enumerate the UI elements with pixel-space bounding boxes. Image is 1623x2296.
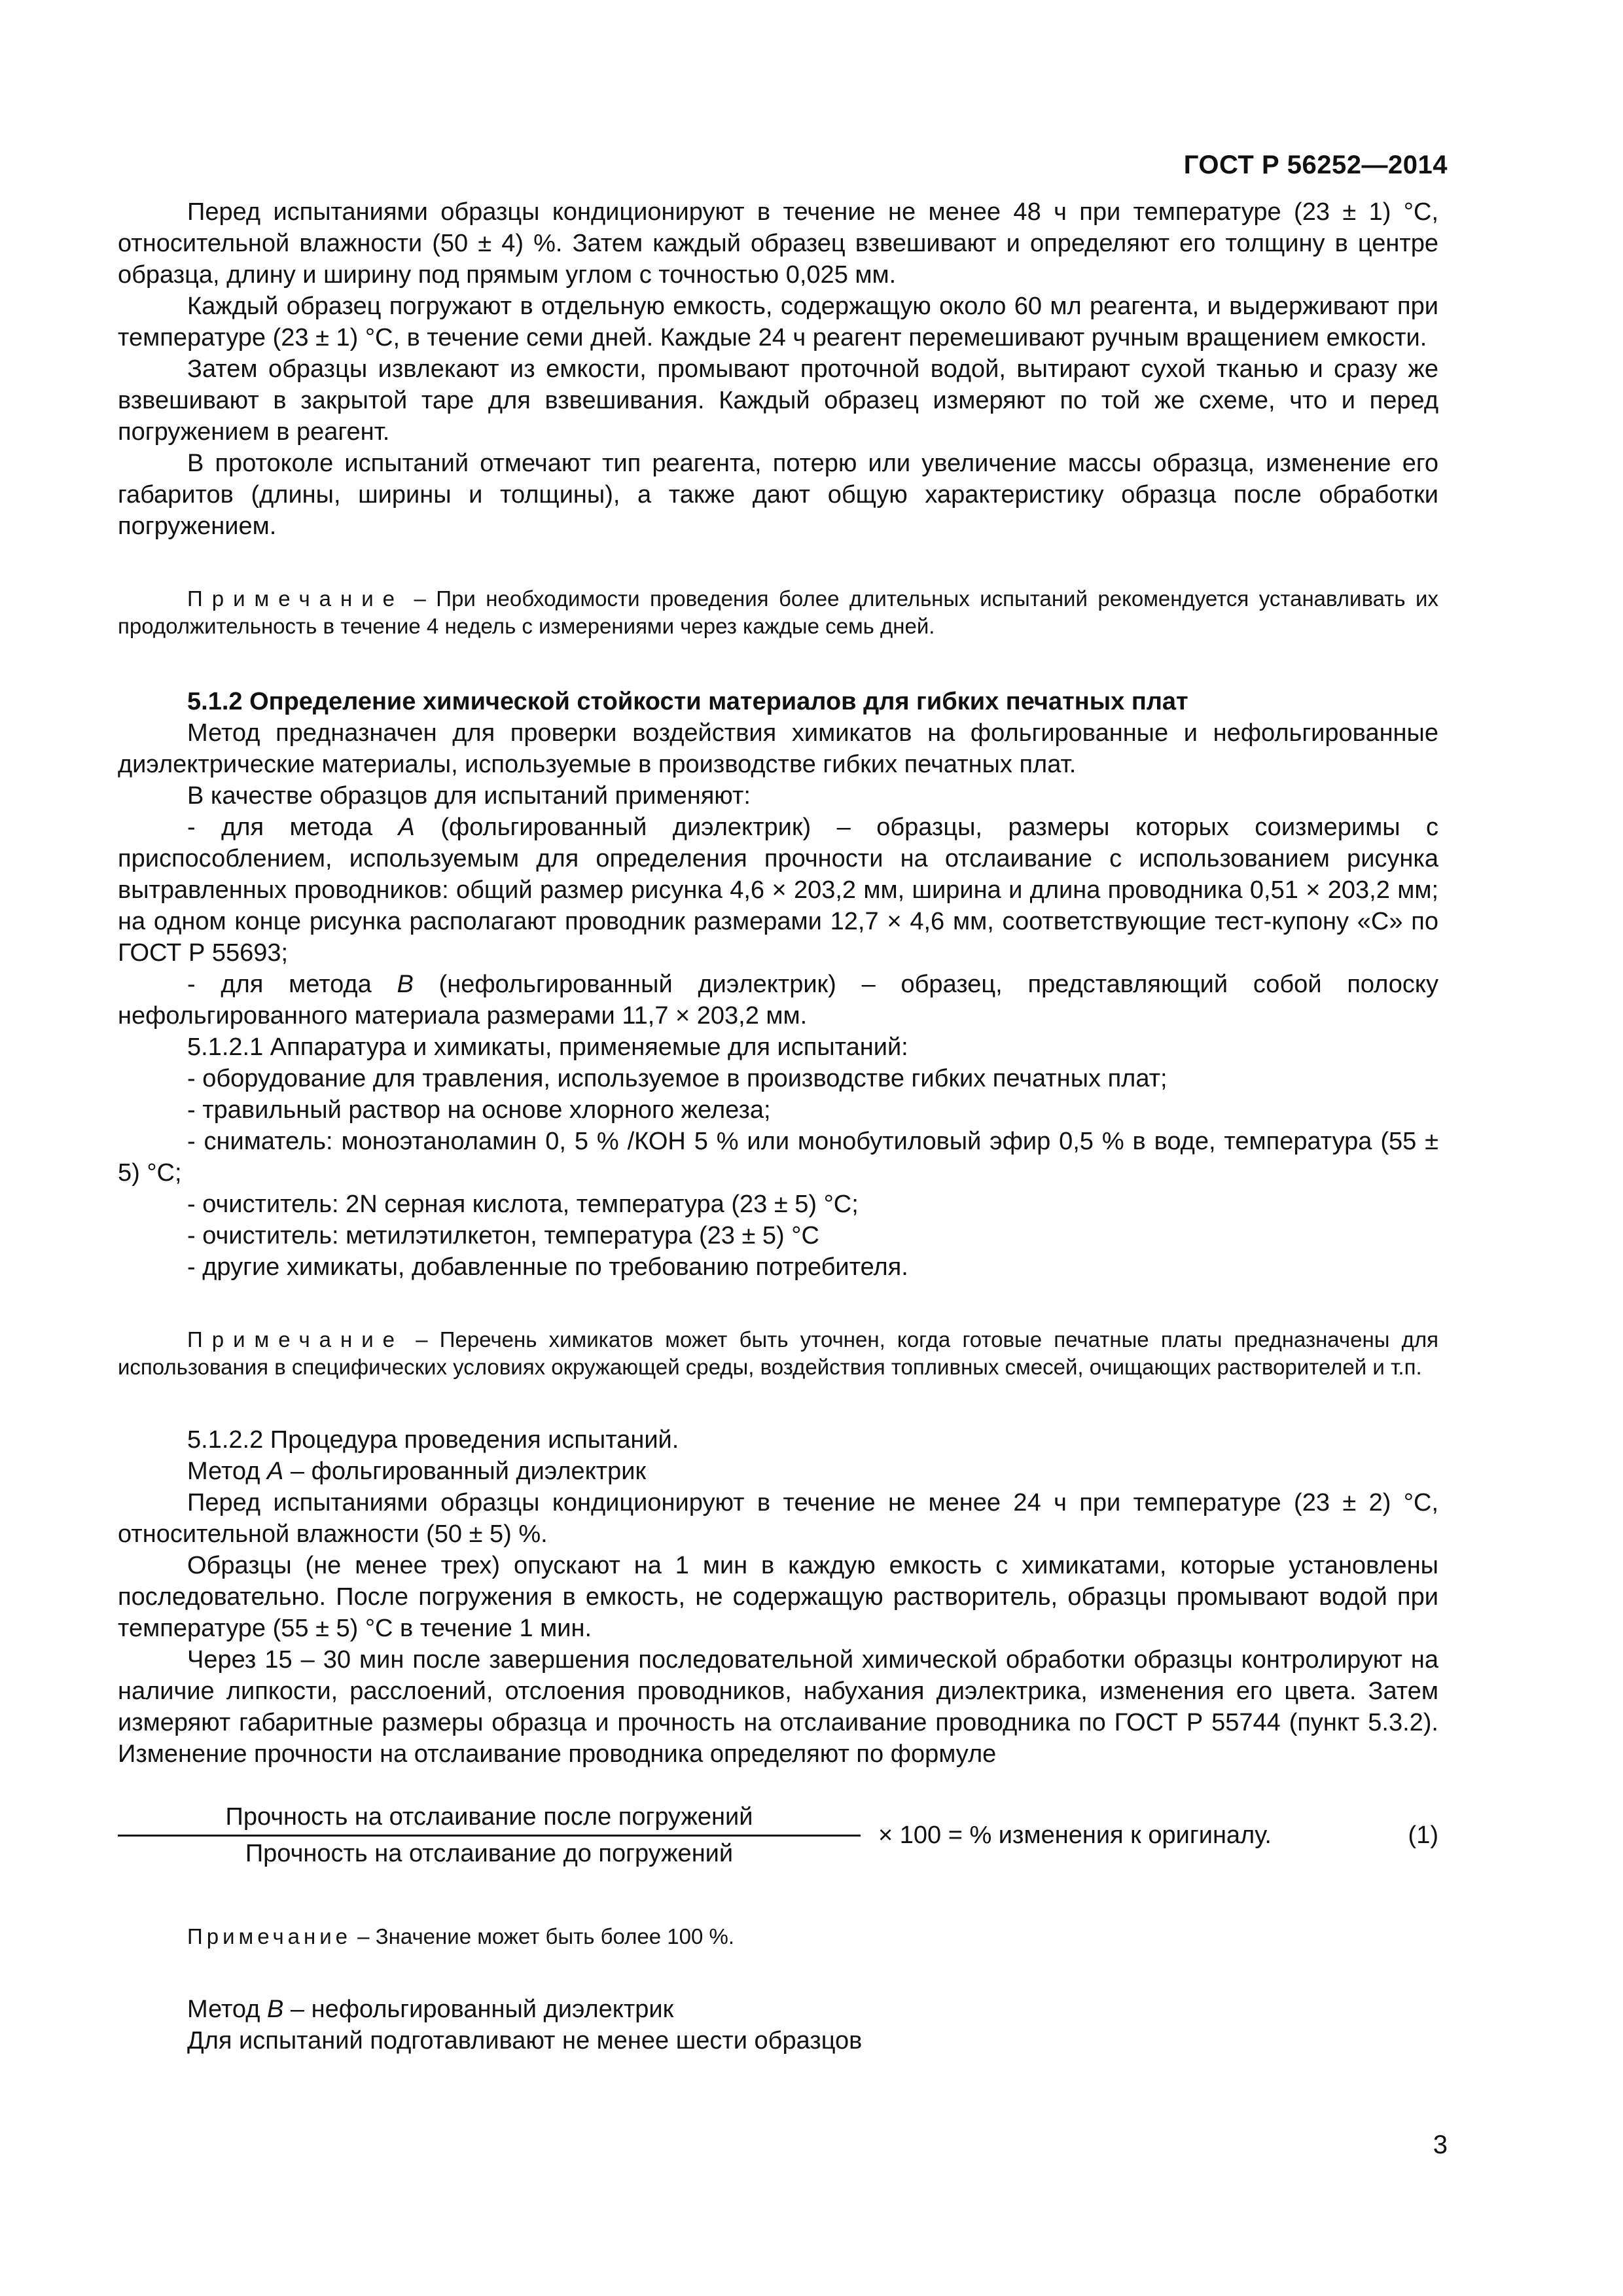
method-suffix: – фольгированный диэлектрик [283,1458,647,1485]
page-number: 3 [1433,2130,1448,2159]
note-text: – При необходимости проведения более длительных испытаний рекомендуется устанавливать их продолжительность в течение 4 недель с измерениями через каждые семь дней. [118,586,1438,638]
list-item-text: (фольгированный диэлектрик) – образцы, размеры которых соизмеримы с приспособлением, используемым для определения прочности на отслаивание с использованием рисунка вытравленных проводников: общий размер рисунка 4,6 × 203,2 мм, ширина и длина проводника 0,51 × 203,2 мм; на одном конце рисунка располагают проводник размерами 12,7 × 4,6 мм, соответствующие тест-купону «С» по ГОСТ Р 55693; [118,814,1438,967]
method-prefix: Метод [187,1458,267,1485]
list-item: - травильный раствор на основе хлорного железа; [187,1096,771,1124]
method-letter: А [266,1458,284,1485]
list-item-method-b [118,969,1438,1031]
note-text: – Перечень химикатов может быть уточнен, когда готовые печатные платы предназначены для использования в специфических условиях окружающей среды, воздействия топливных смесей, очищающих растворителей и т.п. [118,1327,1438,1379]
note-label: Примечание [187,1924,352,1948]
method-prefix: Метод [187,1996,267,2023]
list-item: - очиститель: метилэтилкетон, температура (23 ± 5) °С [187,1222,819,1249]
paragraph-samples-intro: В качестве образцов для испытаний применяют: [187,782,751,810]
spacer [118,1770,1438,1801]
paragraph-method-a-inspection: Через 15 – 30 мин после завершения последовательной химической обработки образцы контролируют на наличие липкости, расслоений, отслоения проводников, набухания диэлектрика, изменения его цвета. Затем измеряют габаритные размеры образца и прочность на отслаивание проводника по ГОСТ Р 55744 (пункт 5.3.2). Изменение прочности на отслаивание проводника определяют по формуле [118,1646,1438,1768]
list-item: - оборудование для травления, используемое в производстве гибких печатных плат; [187,1065,1168,1092]
spacer [118,542,1438,585]
subsection-title-5-1-2-1: 5.1.2.1 Аппаратура и химикаты, применяемые для испытаний: [187,1033,908,1061]
spacer [118,1950,1438,1994]
spacer [118,1880,1438,1923]
formula-number: (1) [1408,1821,1438,1849]
paragraph-method-a-immersion: Образцы (не менее трех) опускают на 1 мин в каждую емкость с химикатами, которые установлены последовательно. После погружения в емкость, не содержащую растворитель, образцы промывают водой при температуре (55 ± 5) °С в течение 1 мин. [118,1552,1438,1642]
list-item-method-a [118,812,1438,969]
document-body [118,196,1438,2056]
list-item-text: (нефольгированный диэлектрик) – образец, представляющий собой полоску нефольгированного материала размерами 11,7 × 203,2 мм. [118,971,1438,1030]
formula-denominator: Прочность на отслаивание до погружений [245,1840,734,1867]
document-header: ГОСТ Р 56252—2014 [1183,151,1448,179]
list-item-prefix: - для метода [187,971,397,998]
list-item-prefix: - для метода [187,814,399,841]
method-a-title [118,1456,1438,1487]
paragraph-conditioning: Перед испытаниями образцы кондиционируют в течение не менее 48 ч при температуре (23 ± 1) °С, относительной влажности (50 ± 4) %. Затем каждый образец взвешивают и определяют его толщину в центре образца, длину и ширину под прямым углом с точностью 0,025 мм. [118,198,1438,289]
method-letter: В [266,1996,284,2023]
paragraph-protocol: В протоколе испытаний отмечают тип реагента, потерю или увеличение массы образца, изменение его габаритов (длины, ширины и толщины), а также дают общую характеристику образца после обработки погружением. [118,450,1438,540]
spacer [118,1283,1438,1326]
list-item: - сниматель: моноэтаноламин 0, 5 % /КОН 5 % или монобутиловый эфир 0,5 % в воде, температура (55 ± 5) °С; [118,1128,1438,1187]
note-label: Примечание [187,586,404,611]
note-value [118,1923,1438,1950]
note-chemicals [118,1326,1438,1381]
note-text: – Значение может быть более 100 %. [351,1924,734,1948]
formula-1 [118,1801,1438,1880]
method-letter: В [397,971,414,998]
method-suffix: – нефольгированный диэлектрик [283,1996,674,2023]
fraction-line [118,1835,861,1837]
note-duration [118,585,1438,640]
method-letter: А [398,814,415,841]
section-heading-5-1-2: 5.1.2 Определение химической стойкости материалов для гибких печатных плат [187,688,1188,715]
paragraph-method-purpose: Метод предназначен для проверки воздействия химикатов на фольгированные и нефольгированные диэлектрические материалы, используемые в производстве гибких печатных плат. [118,719,1438,778]
paragraph-extraction: Затем образцы извлекают из емкости, промывают проточной водой, вытирают сухой тканью и сразу же взвешивают в закрытой таре для взвешивания. Каждый образец измеряют по той же схеме, что и перед погружением в реагент. [118,355,1438,446]
formula-right-side: × 100 = % изменения к оригиналу. [878,1821,1272,1849]
paragraph-method-b-samples: Для испытаний подготавливают не менее шести образцов [187,2027,863,2054]
paragraph-method-a-conditioning: Перед испытаниями образцы кондиционируют в течение не менее 24 ч при температуре (23 ± 2) °С, относительной влажности (50 ± 5) %. [118,1489,1438,1548]
formula-numerator: Прочность на отслаивание после погружений [225,1803,753,1831]
paragraph-immersion: Каждый образец погружают в отдельную емкость, содержащую около 60 мл реагента, и выдерживают при температуре (23 ± 1) °С, в течение семи дней. Каждые 24 ч реагент перемешивают ручным вращением емкости. [118,293,1438,351]
spacer [118,640,1438,686]
note-label: Примечание [187,1327,404,1352]
list-item: - очиститель: 2N серная кислота, температура (23 ± 5) °С; [187,1191,859,1218]
method-b-title [118,1994,1438,2025]
subsection-title-5-1-2-2: 5.1.2.2 Процедура проведения испытаний. [187,1426,679,1454]
spacer [118,1381,1438,1424]
list-item: - другие химикаты, добавленные по требованию потребителя. [187,1253,908,1281]
